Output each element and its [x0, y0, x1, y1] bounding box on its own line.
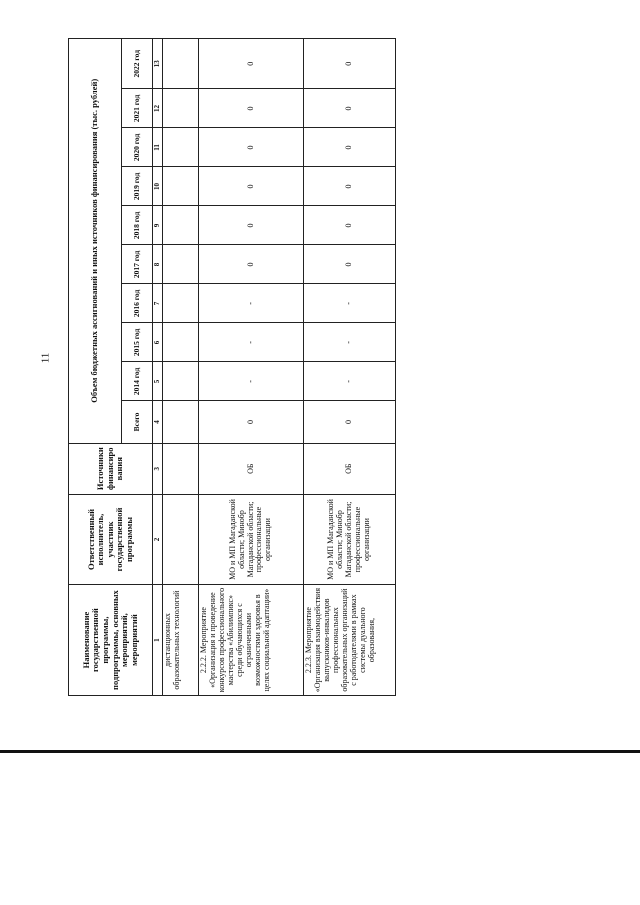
header-source: Источники финансиро вания	[69, 443, 153, 494]
table-row	[304, 39, 396, 696]
row-value: 0	[199, 39, 304, 89]
row-total: 0	[304, 401, 396, 443]
header-year: 2016 год	[122, 284, 153, 323]
row-value: -	[199, 362, 304, 401]
row-name: 2.2.2. Мероприятие «Организация и проведение конкурсов профессионального мастерства «Абилимпикс» среди обучающихся с ограниченными возможностями здоровья в целях социальной адаптации»	[199, 585, 304, 696]
row-source: ОБ	[199, 443, 304, 494]
row-name: 2.2.3. Мероприятие «Организация взаимодействия выпускников-инвалидов профессиональных образовательных организаций с работодателями в рамках системы дуального образования,	[304, 585, 396, 696]
column-number: 9	[153, 206, 163, 245]
column-number: 11	[153, 128, 163, 167]
row-value: 0	[199, 89, 304, 128]
row-value: 0	[199, 128, 304, 167]
row-value	[163, 323, 199, 362]
row-value: 0	[304, 39, 396, 89]
row-executor: МО и МП Магаданской области; Минобр Магаданской области; профессиональные организации	[304, 494, 396, 584]
column-number: 8	[153, 245, 163, 284]
header-year: 2021 год	[122, 89, 153, 128]
column-number: 4	[153, 401, 163, 443]
column-number: 10	[153, 167, 163, 206]
row-value	[163, 206, 199, 245]
row-source	[163, 443, 199, 494]
row-value: 0	[304, 89, 396, 128]
row-value	[163, 39, 199, 89]
header-year: 2020 год	[122, 128, 153, 167]
row-total: 0	[199, 401, 304, 443]
header-volume: Объем бюджетных ассигнований и иных источников финансирования (тыс. рублей)	[69, 39, 122, 444]
row-value: 0	[199, 206, 304, 245]
row-name: дистанционных образовательных технологий	[163, 585, 199, 696]
row-value: 0	[304, 245, 396, 284]
column-number: 2	[153, 494, 163, 584]
column-number: 12	[153, 89, 163, 128]
row-value: -	[304, 323, 396, 362]
row-value: 0	[304, 167, 396, 206]
rotated-table-container	[68, 38, 388, 696]
row-value: 0	[199, 167, 304, 206]
column-number: 1	[153, 585, 163, 696]
column-number: 3	[153, 443, 163, 494]
row-value: -	[304, 362, 396, 401]
page-number: 11	[39, 352, 52, 364]
row-value	[163, 167, 199, 206]
header-executor: Ответственный исполнитель, участник государственной программы	[69, 494, 153, 584]
column-number: 5	[153, 362, 163, 401]
header-name: Наименование государственной программы, подпрограммы, основных мероприятий, мероприятий	[69, 585, 153, 696]
financing-table	[68, 38, 396, 696]
row-value	[163, 245, 199, 284]
row-value	[163, 89, 199, 128]
row-value	[163, 362, 199, 401]
table-row	[199, 39, 304, 696]
row-value: -	[199, 323, 304, 362]
header-year: 2014 год	[122, 362, 153, 401]
row-value: -	[304, 284, 396, 323]
row-source: ОБ	[304, 443, 396, 494]
header-year: 2017 год	[122, 245, 153, 284]
row-value: 0	[304, 128, 396, 167]
row-value: -	[199, 284, 304, 323]
column-number: 13	[153, 39, 163, 89]
row-value	[163, 128, 199, 167]
row-executor: МО и МП Магаданской области; Минобр Магаданской области; профессиональные организации	[199, 494, 304, 584]
page-divider-line	[0, 750, 640, 753]
column-number-row	[153, 39, 163, 696]
column-number: 6	[153, 323, 163, 362]
header-year: 2019 год	[122, 167, 153, 206]
row-executor	[163, 494, 199, 584]
header-year: 2022 год	[122, 39, 153, 89]
row-total	[163, 401, 199, 443]
column-number: 7	[153, 284, 163, 323]
row-value: 0	[304, 206, 396, 245]
header-total: Всего	[122, 401, 153, 443]
row-value	[163, 284, 199, 323]
header-year: 2018 год	[122, 206, 153, 245]
header-year: 2015 год	[122, 323, 153, 362]
row-value: 0	[199, 245, 304, 284]
table-row	[163, 39, 199, 696]
